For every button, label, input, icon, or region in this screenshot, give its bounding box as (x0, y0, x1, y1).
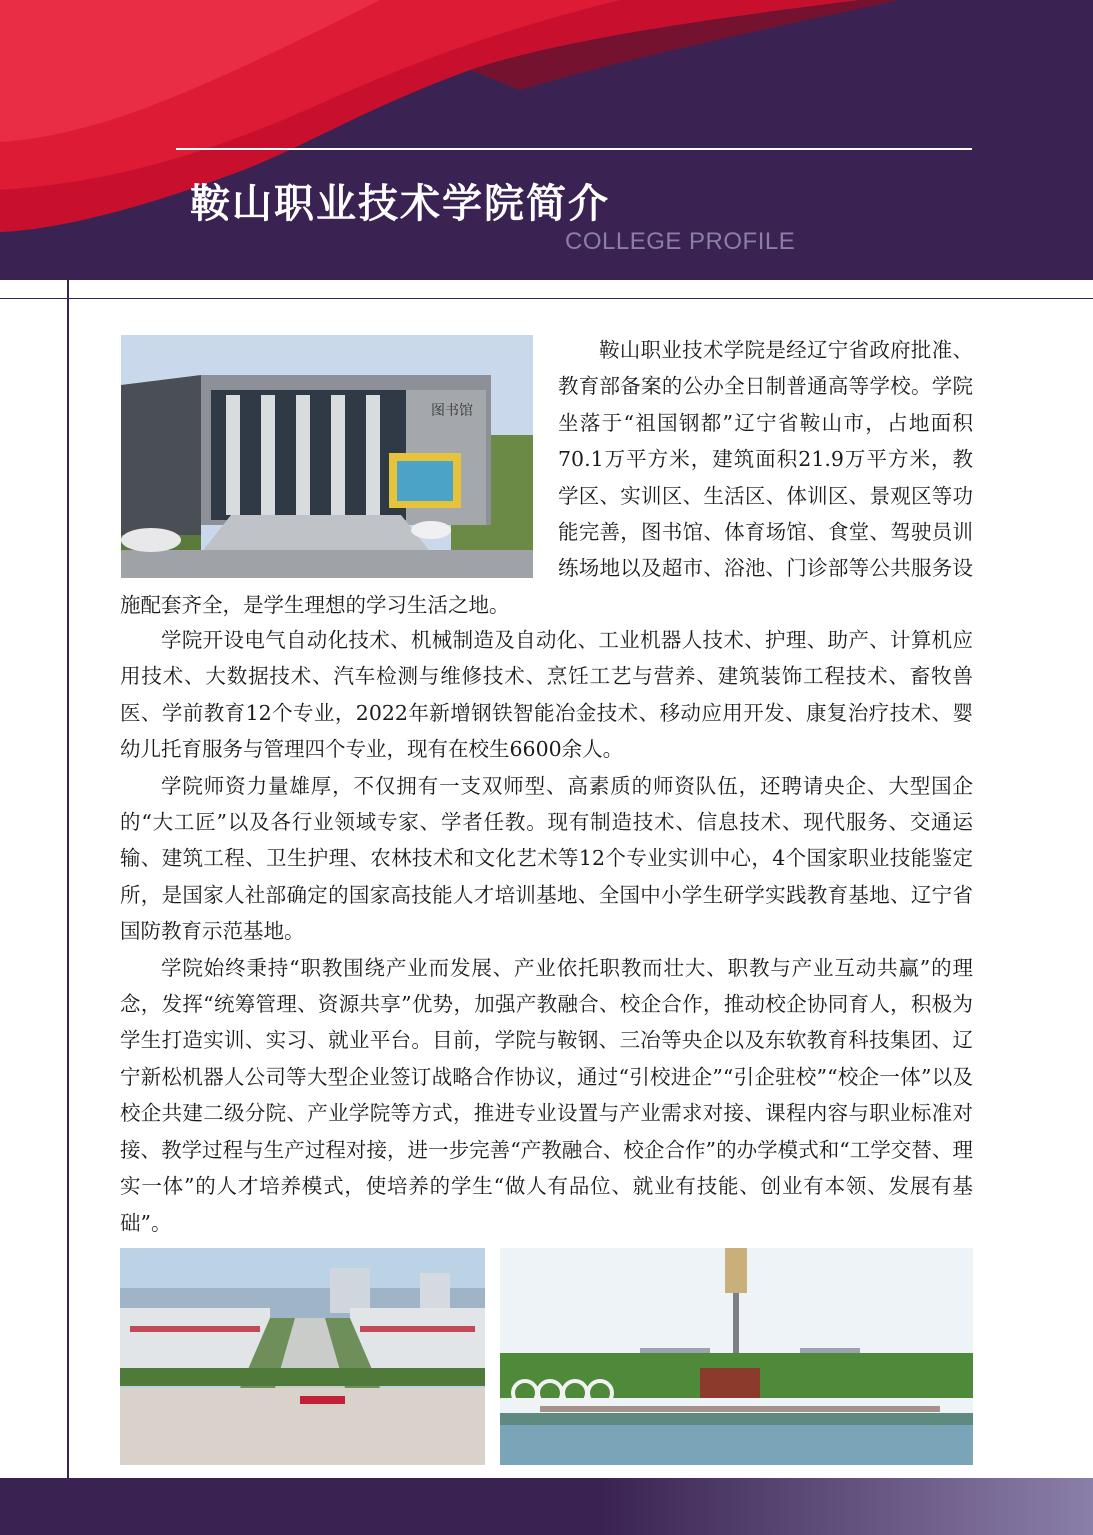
margin-horizontal-line (0, 298, 1093, 299)
red-ribbon-decoration (0, 0, 1093, 280)
body-text (120, 622, 973, 1241)
header-rule (176, 148, 972, 150)
footer-band (0, 1478, 1093, 1535)
intro-paragraph: 鞍山职业技术学院是经辽宁省政府批准、教育部备案的公办全日制普通高等学校。学院坐落于“祖国钢都”辽宁省鞍山市，占地面积70.1万平方米，建筑面积21.9万平方米，教学区、实训区、生活区、体训区、景观区等功能完善，图书馆、体育场馆、食堂、驾驶员训练场地以及超市、浴池、门诊部等公共服务设施配套齐全，是学生理想的学习生活之地。 (120, 338, 973, 617)
paragraph-faculty: 学院师资力量雄厚，不仅拥有一支双师型、高素质的师资队伍，还聘请央企、大型国企的“大工匠”以及各行业领域专家、学者任教。现有制造技术、信息技术、现代服务、交通运输、建筑工程、卫生护理、农林技术和文化艺术等12个专业实训中心，4个国家职业技能鉴定所，是国家人社部确定的国家高技能人才培训基地、全国中小学生研学实践教育基地、辽宁省国防教育示范基地。 (120, 773, 973, 944)
header-banner (0, 0, 1093, 280)
margin-vertical-line (67, 280, 69, 1480)
svg-text:图书馆: 图书馆 (431, 403, 473, 419)
lake-park-photo (500, 1248, 973, 1465)
campus-aerial-photo (120, 1248, 485, 1465)
paragraph-cooperation: 学院始终秉持“职教围绕产业而发展、产业依托职教而壮大、职教与产业互动共赢”的理念，发挥“统筹管理、资源共享”优势，加强产教融合、校企合作，推动校企协同育人，积极为学生打造实训、实习、就业平台。目前，学院与鞍钢、三冶等央企以及东软教育科技集团、辽宁新松机器人公司等大型企业签订战略合作协议，通过“引校进企”“引企驻校”“校企一体”以及校企共建二级分院、产业学院等方式，推进专业设置与产业需求对接、课程内容与职业标准对接、教学过程与生产过程对接，进一步完善“产教融合、校企合作”的办学模式和“工学交替、理实一体”的人才培养模式，使培养的学生“做人有品位、就业有技能、创业有本领、发展有基础”。 (120, 955, 973, 1235)
page-subtitle: COLLEGE PROFILE (565, 228, 796, 255)
page-title: 鞍山职业技术学院简介 (190, 181, 610, 227)
paragraph-majors: 学院开设电气自动化技术、机械制造及自动化、工业机器人技术、护理、助产、计算机应用技术、大数据技术、汽车检测与维修技术、烹饪工艺与营养、建筑装饰工程技术、畜牧兽医、学前教育12个专业，2022年新增钢铁智能冶金技术、移动应用开发、康复治疗技术、婴幼儿托育服务与管理四个专业，现有在校生6600余人。 (120, 628, 973, 762)
